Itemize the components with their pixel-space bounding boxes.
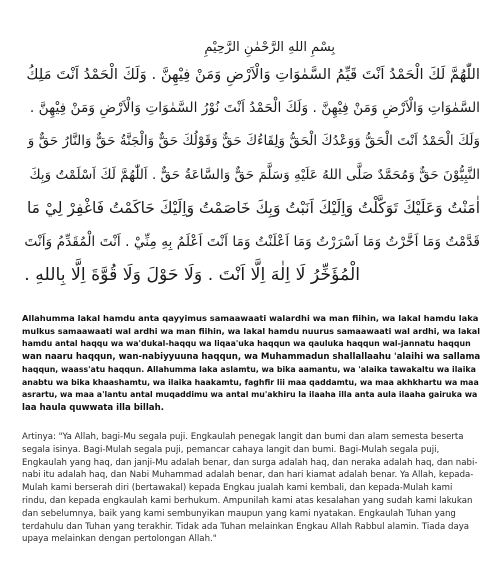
transliteration-line: haqqun, waass'atu haqqun. Allahumma laka aslamtu, wa bika aamantu, wa 'alaika tawakaltu wa ilaika bbox=[22, 364, 476, 374]
translation-paragraph bbox=[22, 431, 482, 546]
translation-line: Artinya: "Ya Allah, bagi-Mu segala puji. Engkaulah penegak langit dan bumi dan alam semesta beserta bbox=[22, 432, 464, 442]
arabic-line: وَلَكَ الْحَمْدُ اَنْتَ الْحَقُّ وَوَعْدُكَ الْحَقُّ وَلِقَاءُكَ حَقٌّ وَقَوْلُكَ حَقٌّ وَالْجَنَّةُ حَقٌّ وَالنَّارُ حَقٌّ وَ bbox=[27, 133, 480, 149]
arabic-line: اٰمَنْتُ وَعَلَيْكَ تَوَكَّلْتُ وَاِلَيْكَ اَنَبْتُ وَبِكَ خَاصَمْتُ وَاِلَيْكَ حَاكَمْتُ فَاغْفِرْ لِيْ مَا bbox=[26, 199, 480, 217]
translation-line: terdahulu dan Tuhan yang terakhir. Tidak ada Tuhan melainkan Engkau Allah Rabbul alamin. Tiada daya bbox=[22, 521, 470, 532]
transliteration-line: wan naaru haqqun, wan-nabiyyuuna haqqun, wa Muhammadun shallallaahu 'alaihi wa sallama bbox=[22, 351, 481, 362]
translation-line: Engkaulah yang haq, dan janji-Mu adalah benar, dan surga adalah haq, dan neraka adalah haq, dan nabi- bbox=[22, 457, 478, 468]
arabic-line: قَدَّمْتُ وَمَا اَخَّرْتُ وَمَا اَسْرَرْتُ وَمَا اَعْلَنْتُ وَمَا اَنْتَ اَعْلَمُ بِهِ مِنِّيْ . اَنْتَ الْمُقَدِّمُ وَاَنْتَ bbox=[24, 233, 480, 250]
translation-line: segala isinya. Bagi-Mulah segala puji, pemancar cahaya langit dan bumi. Bagi-Mulah segala puji, bbox=[22, 444, 440, 455]
arabic-line: اللّٰهُمَّ لَكَ الْحَمْدُ اَنْتَ قَيِّمُ السَّمٰوَاتِ وَالْاَرْضِ وَمَنْ فِيْهِنَّ . وَلَكَ الْحَمْدُ اَنْتَ مَلِكُ bbox=[26, 66, 480, 83]
translation-line: dan sebelumnya, baik yang kami sembunyikan maupun yang kami nyatakan. Engkaulah Tuhan yang bbox=[22, 508, 456, 519]
transliteration-line: anabtu wa bika khaashamtu, wa ilaika haakamtu, faghfir lii maa qaddamtu, wa maa akhkhartu wa maa bbox=[22, 377, 479, 387]
transliteration-paragraph bbox=[22, 312, 482, 415]
arabic-line: النَّبِيُّوْنَ حَقٌّ وَمُحَمَّدٌ صَلَّى اللهُ عَلَيْهِ وَسَلَّمَ حَقٌّ وَالسَّاعَةُ حَقٌّ . اَللّٰهُمَّ لَكَ اَسْلَمْتُ وَبِكَ bbox=[29, 166, 480, 183]
transliteration-line: asrartu, wa maa a'lantu antal muqaddimu wa antal mu'akhiru la ilaaha illa anta aula ilaaha gairuka wa bbox=[22, 390, 478, 400]
transliteration-line: mulkus samaawaati wal ardhi wa man fiihin, wa lakal hamdu nuurus samaawaati wal ardhi, wa lakal bbox=[22, 325, 481, 336]
translation-line: rindu, dan kepada engkaulah kami berhukum. Ampunilah kami atas kesalahan yang sudah kami lakukan bbox=[22, 495, 473, 506]
arabic-text-block bbox=[22, 38, 480, 293]
translation-line: nabi itu adalah haq, dan Nabi Muhammad adalah benar, dan hari kiamat adalah benar. Ya Allah, kepada- bbox=[22, 470, 474, 481]
transliteration-line: laa haula quwwata illa billah. bbox=[22, 403, 164, 414]
translation-line: Mulah kami berserah diri (bertawakal) kepada Engkau jualah kami kembali, dan kepada-Mulah kami bbox=[22, 483, 453, 494]
transliteration-line: hamdu antal haqqu wa wa'dukal-haqqu wa liqaa'uka haqqun wa qauluka haqqun wal-jannatu haqqun bbox=[22, 338, 471, 348]
arabic-line: الْمُؤَخِّرُ لَا اِلٰهَ اِلَّا اَنْتَ . وَلَا حَوْلَ وَلَا قُوَّةَ اِلَّا بِاللهِ . bbox=[24, 265, 360, 285]
bismillah: بِسْمِ اللهِ الرَّحْمٰنِ الرَّحِيْمِ bbox=[204, 40, 335, 55]
transliteration-line: Allahumma lakal hamdu anta qayyimus samaawaati walardhi wa man fiihin, wa lakal hamdu laka bbox=[22, 313, 479, 323]
translation-line: upaya melainkan dengan pertolongan Allah." bbox=[22, 534, 217, 545]
arabic-line: السَّمٰوَاتِ وَالْاَرْضِ وَمَنْ فِيْهِنَّ . وَلَكَ الْحَمْدُ اَنْتَ نُوْرُ السَّمٰوَاتِ وَالْاَرْضِ وَمَنْ فِيْهِنَّ . bbox=[29, 99, 480, 116]
